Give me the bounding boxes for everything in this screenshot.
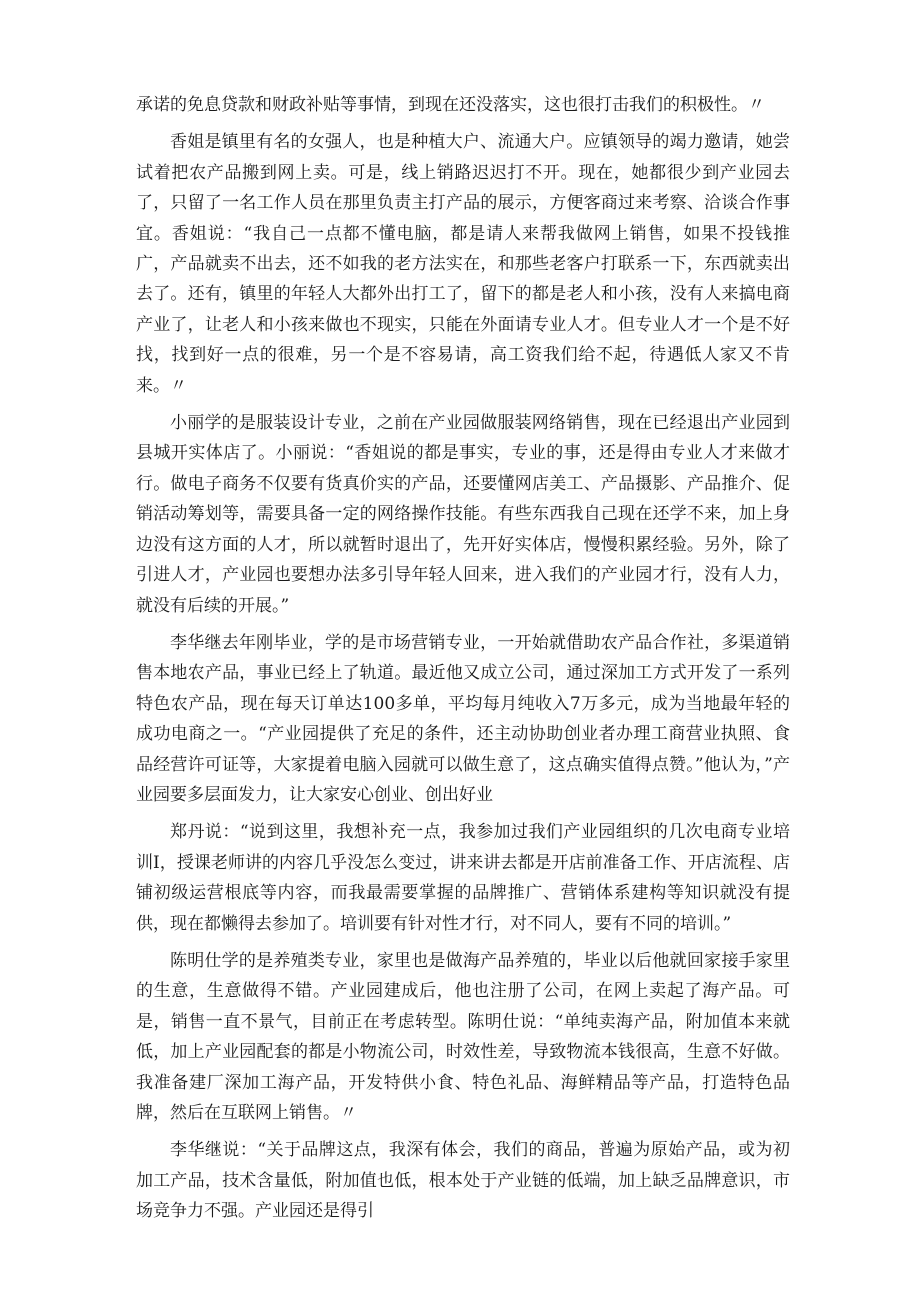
paragraph-1: 承诺的免息贷款和财政补贴等事情，到现在还没落实，这也很打击我们的积极性。〃 bbox=[136, 95, 765, 115]
paragraph-3: 小丽学的是服装设计专业，之前在产业园做服装网络销售，现在已经退出产业园到县城开实体店了。小丽说：“香姐说的都是事实，专业的事，还是得由专业人才来做才行。做电子商务不仅要有货真价实的产品，还要懂网店美工、产品摄影、产品推介、促销活动筹划等，需要具备一定的网络操作技能。有些东西我自己现在还学不来，加上身边没有这方面的人才，所以就暂时退出了，先开好实体店，慢慢积累经验。另外，除了引进人才，产业园也要想办法多引导年轻人回来，进入我们的产业园才行，没有人力，就没有后续的开展。” bbox=[136, 413, 790, 616]
paragraph-6: 陈明仕学的是养殖类专业，家里也是做海产品养殖的，毕业以后他就回家接手家里的生意，生意做得不错。产业园建成后，他也注册了公司，在网上卖起了海产品。可是，销售一直不景气，目前正在考虑转型。陈明仕说：“单纯卖海产品，附加值本来就低，加上产业园配套的都是小物流公司，时效性差，导致物流本钱很高，生意不好做。我准备建厂深加工海产品，开发特供小食、特色礼品、海鲜精品等产品，打造特色品牌，然后在互联网上销售。〃 bbox=[136, 950, 790, 1123]
paragraph-7: 李华继说：“关于品牌这点，我深有体会，我们的商品，普遍为原始产品，或为初加工产品，技术含量低，附加值也低，根本处于产业链的低端，加上缺乏品牌意识，市场竞争力不强。产业园还是得引 bbox=[136, 1140, 790, 1222]
paragraph-5: 郑丹说：“说到这里，我想补充一点，我参加过我们产业园组织的几次电商专业培训I，授课老师讲的内容几乎没怎么变过，讲来讲去都是开店前准备工作、开店流程、店铺初级运营根底等内容，而我最需要掌握的品牌推广、营销体系建构等知识就没有提供，现在都懒得去参加了。培训要有针对性才行，对不同人，要有不同的培训。” bbox=[136, 822, 790, 934]
paragraph-2: 香姐是镇里有名的女强人，也是种植大户、流通大户。应镇领导的竭力邀请，她尝试着把农产品搬到网上卖。可是，线上销路迟迟打不开。现在，她都很少到产业园去了，只留了一名工作人员在那里负责主打产品的展示，方便客商过来考察、洽谈合作事宜。香姐说：“我自己一点都不懂电脑，都是请人来帮我做网上销售，如果不投钱推广，产品就卖不出去，还不如我的老方法实在，和那些老客户打联系一下，东西就卖出去了。还有，镇里的年轻人大都外出打工了，留下的都是老人和小孩，没有人来搞电商产业了，让老人和小孩来做也不现实，只能在外面请专业人才。但专业人才一个是不好找，找到好一点的很难，另一个是不容易请，高工资我们给不起，待遇低人家又不肯来。〃 bbox=[136, 132, 790, 396]
paragraph-4: 李华继去年刚毕业，学的是市场营销专业，一开始就借助农产品合作社，多渠道销售本地农产品，事业已经上了轨道。最近他又成立公司，通过深加工方式开发了一系列特色农产品，现在每天订单达100多单，平均每月纯收入7万多元，成为当地最年轻的成功电商之一。“产业园提供了充足的条件，还主动协助创业者办理工商营业执照、食品经营许可证等，大家提着电脑入园就可以做生意了，这点确实值得点赞。”他认为，”产业园要多层面发力，让大家安心创业、创出好业 bbox=[136, 632, 790, 805]
